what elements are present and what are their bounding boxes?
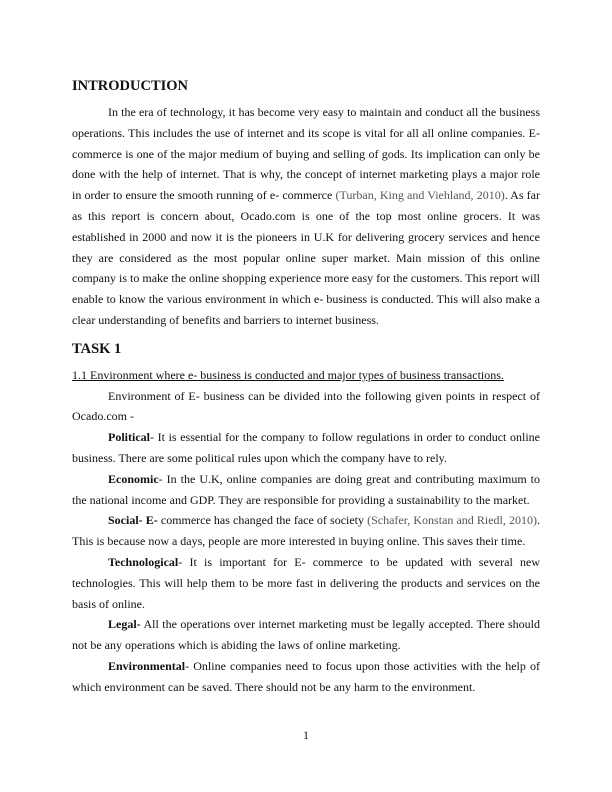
citation: (Schafer, Konstan and Riedl, 2010) [367,513,537,528]
item-term: Political [108,430,150,445]
item-text: - It is important for E- commerce to be updated with several new technologies. This will help them to be more fast in delivering the products and services on the basis of online. [72,554,540,611]
introduction-heading: INTRODUCTION [72,78,189,94]
item-term: Technological [108,554,179,569]
task1-heading: TASK 1 [72,340,122,357]
item-term: Legal- [108,617,141,632]
document-page [72,76,540,698]
section-subheading: 1.1 Environment where e- business is conducted and major types of business transactions. [72,367,504,382]
item-political [72,427,540,469]
item-text: - Online companies need to focus upon those activities with the help of which environment can be saved. There should not be any harm to the environment. [72,658,540,694]
item-term: Environmental [108,658,186,673]
item-legal [72,614,540,656]
item-text-cont: . This is because now a days, people are more interested in buying online. This saves their time. [72,513,540,549]
item-text: All the operations over internet marketing must be legally accepted. There should not be any operations which is abiding the laws of online marketing. [72,617,540,653]
item-term: Economic [108,471,159,486]
item-social [72,510,540,552]
item-environmental [72,656,540,698]
item-term: Social- E- [108,513,158,528]
section-lead-paragraph: Environment of E- business can be divided into the following given points in respect of Ocado.com - [72,388,540,424]
citation: (Turban, King and Viehland, 2010) [335,188,505,203]
item-text: - It is essential for the company to follow regulations in order to conduct online business. There are some political rules upon which the company have to rely. [72,430,540,465]
intro-text-cont: . As far as this report is concern about, Ocado.com is one of the top most online grocers. It was established in 2000 and now it is the pioneers in U.K for delivering grocery services and hence they are considered as the most popular online super market. Main mission of this online company is to make the online shopping experience more easy for the customers. This report will enable to know the various environment in which e- business is conducted. This will also make a clear understanding of benefits and barriers to internet business. [72,188,540,327]
introduction-paragraph [72,102,540,331]
intro-text: In the era of technology, it has become very easy to maintain and conduct all the business operations. This includes the use of internet and its scope is vital for all all online companies. E-commerce is one of the major medium of buying and selling of gods. Its implication can only be done with the help of internet. That is why, the concept of internet marketing plays a major role in order to ensure the smooth running of e- commerce [72,105,540,203]
item-text: - In the U.K, online companies are doing great and contributing maximum to the national income and GDP. They are responsible for providing a sustainability to the market. [72,471,540,507]
item-text: commerce has changed the face of society [157,513,368,528]
page-number: 1 [303,728,309,742]
item-technological [72,552,540,614]
item-economic [72,469,540,511]
